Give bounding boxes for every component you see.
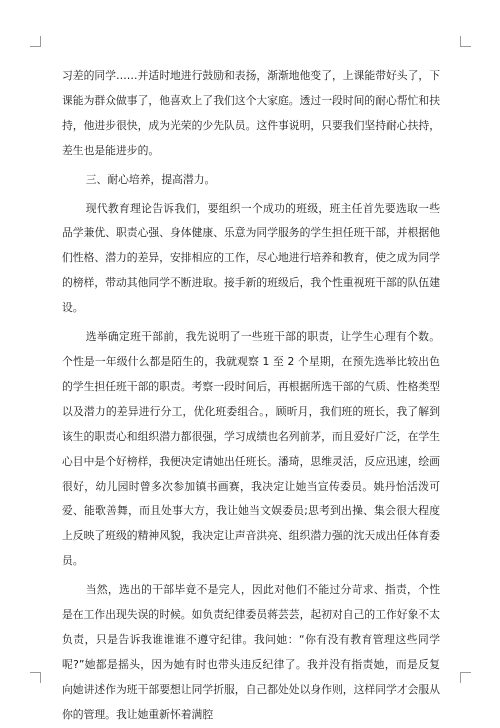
paragraph: 当然，选出的干部毕竟不是完人，因此对他们不能过分苛求、指责，个性是在工作出现失误的时候。如负责纪律委员蒋芸芸，起初对自己的工作好象不太负责，只是告诉我谁谁谁不遵守纪律。我问她：“你有没有教育管理这些同学呢?”她都是摇头，因为她有时也带头违反纪律了。我并没有指责她，而是反复向她讲述作为班干部要想让同学折服，自己都处处以身作则，这样同学才会服从你的管理。我让她重新怀着满腔 (62, 583, 440, 721)
paragraph: 现代教育理论告诉我们，要组织一个成功的班级，班主任首先要选取一些品学兼优、职责心强、身体健康、乐意为同学服务的学生担任班干部，并根据他们性格、潜力的差异，安排相应的工作，尽心地进行培养和教育，使之成为同学的榜样，带动其他同学不断进取。接手新的班级后，我个性重视班干部的队伍建设。 (62, 201, 440, 315)
document-body (62, 64, 440, 728)
crop-mark-bottom-right (460, 672, 471, 683)
paragraph: 选举确定班干部前，我先说明了一些班干部的职责，让学生心理有个数。个性是一年级什么都是陌生的，我就观察 1 至 2 个星期，在预先选举比较出色的学生担任班干部的职责。考察一段时间后，再根据所选干部的气质、性格类型以及潜力的差异进行分工，优化班委组合。，顾昕月，我们班的班长，我了解到该生的职责心和组织潜力都很强，学习成绩也名列前茅，而且爱好广泛，在学生心目中是个好榜样，我便决定请她出任班长。潘琦，思维灵活，反应迅速，绘画很好，幼儿园时曾多次参加镇书画赛，我决定让她当宣传委员。姚丹怡活泼可爱、能歌善舞，而且处事大方，我让她当文娱委员;思考到出操、集会很大程度上反映了班级的精神风貌，我决定让声音洪亮、组织潜力强的沈天成出任体育委员。 (62, 330, 440, 568)
crop-mark-top-left (30, 36, 41, 47)
paragraph-continued: 习差的同学……并适时地进行鼓励和表扬，渐渐地他变了，上课能带好头了，下课能为群众做事了，他喜欢上了我们这个大家庭。透过一段时间的耐心帮忙和扶持，他进步很快，成为光荣的少先队员。这件事说明，只要我们坚持耐心扶持，差生也是能进步的。 (62, 69, 440, 157)
section-heading: 三、耐心培养，提高潜力。 (85, 172, 216, 186)
crop-mark-top-right (460, 36, 471, 47)
crop-mark-bottom-left (30, 672, 41, 683)
